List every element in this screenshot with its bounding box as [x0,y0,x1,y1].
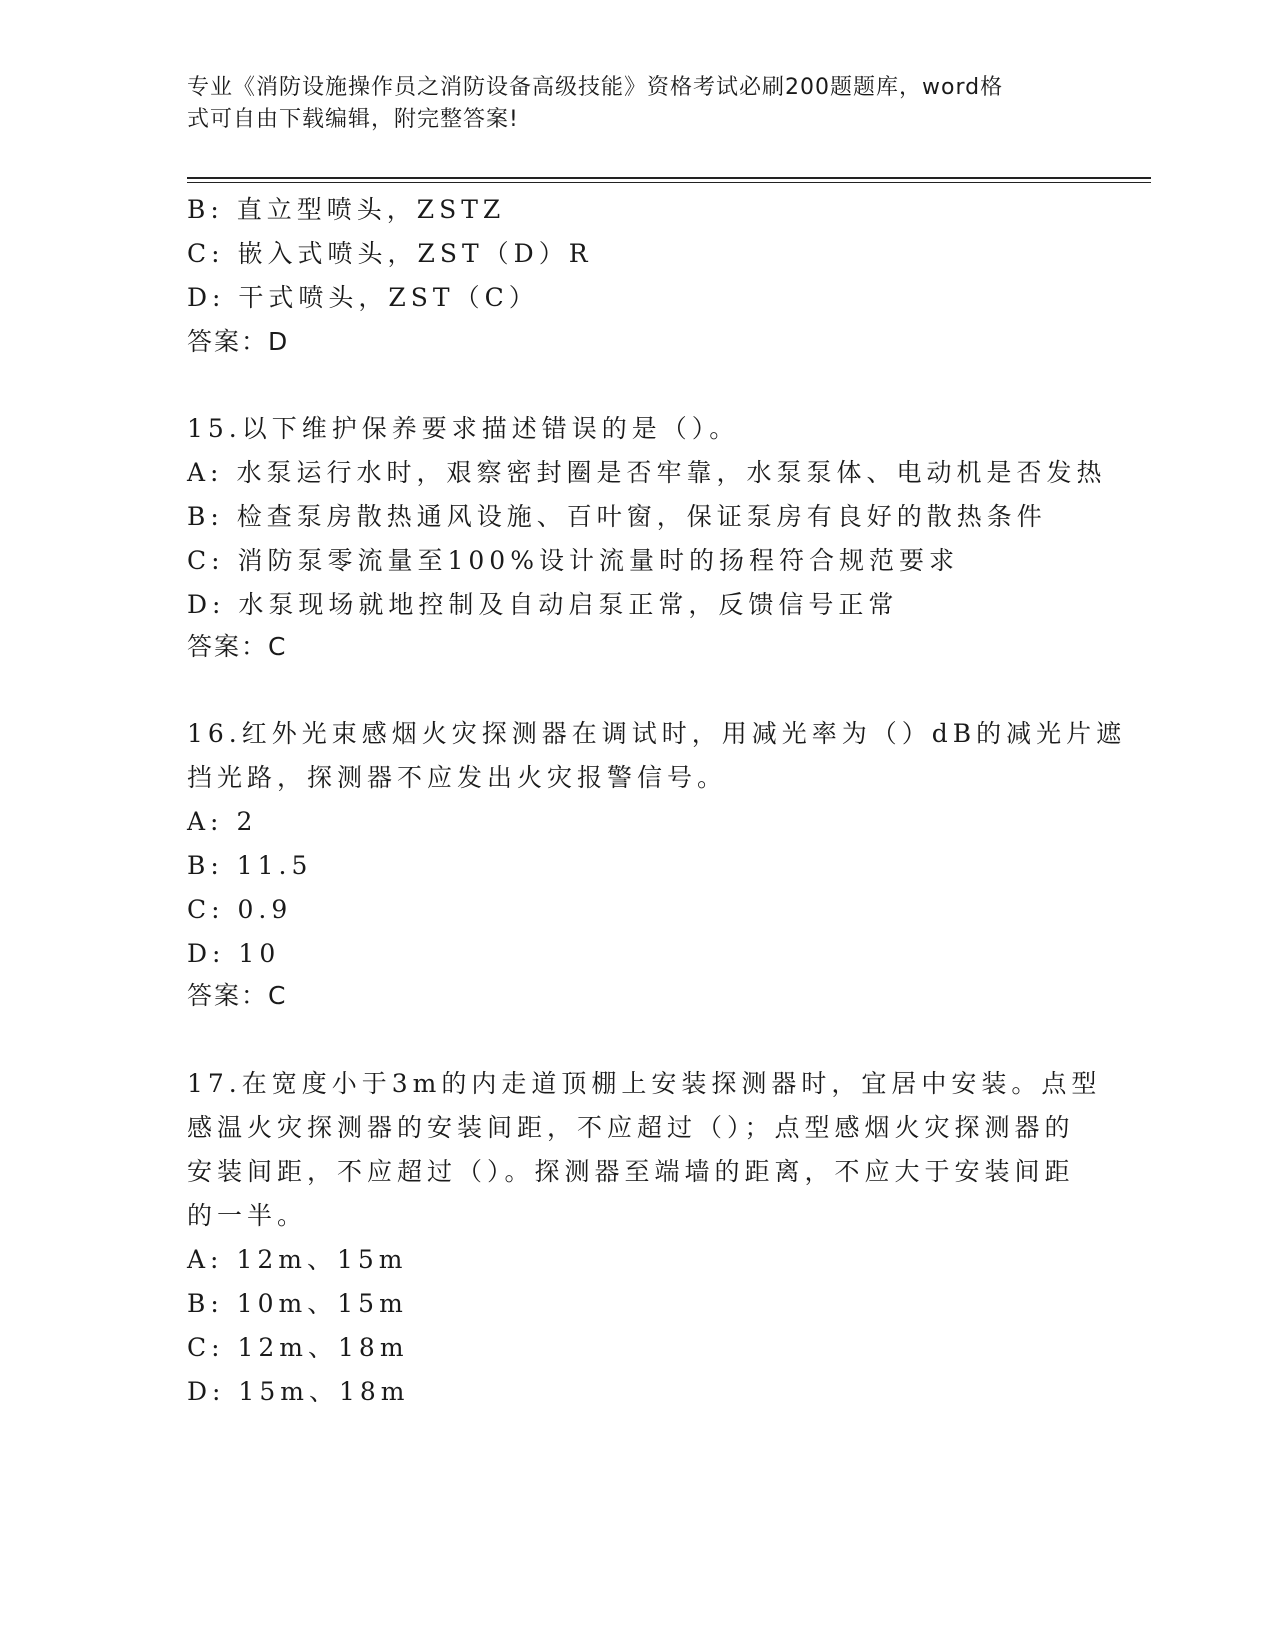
q16-option-c [187,893,292,927]
option-letter: A: [187,807,237,836]
option-letter: D: [187,590,239,619]
q15-option-a [187,456,1106,490]
option-letter: B: [187,1289,237,1318]
option-letter: D: [187,1377,239,1406]
q17-stem-line-1: 17.在宽度小于3m的内走道顶棚上安装探测器时，宜居中安装。点型 [187,1069,1102,1098]
header-divider-thick [187,177,1151,179]
header-line-1: 专业《消防设施操作员之消防设备高级技能》资格考试必刷200题题库，word格 [187,75,1004,100]
q14-option-b [187,193,505,227]
option-letter: C: [187,895,238,924]
option-text: 12m、18m [237,1333,409,1362]
q17-option-a [187,1243,407,1277]
option-letter: A: [187,1245,237,1274]
q14-answer: 答案：D [187,327,290,356]
option-text: 直立型喷头，ZSTZ [236,195,506,224]
option-letter: C: [187,1333,238,1362]
option-letter: B: [187,195,237,224]
q15-answer: 答案：C [187,632,288,661]
q16-option-d [187,937,280,971]
document-header [187,72,1067,136]
q16-option-b [187,849,312,883]
option-letter: D: [187,939,239,968]
q14-option-c [187,237,593,271]
option-text: 消防泵零流量至100%设计流量时的扬程符合规范要求 [237,546,959,575]
q16-answer: 答案：C [187,981,288,1010]
option-text: 2 [236,807,258,836]
option-letter: B: [187,502,237,531]
option-letter: A: [187,458,237,487]
q14-option-d [187,281,539,315]
option-letter: D: [187,283,239,312]
q15-option-d [187,588,898,622]
q17-option-b [187,1287,408,1321]
header-divider-thin [187,182,1151,183]
option-letter: B: [187,851,237,880]
option-text: 检查泵房散热通风设施、百叶窗，保证泵房有良好的散热条件 [236,502,1047,531]
option-text: 0.9 [237,895,293,924]
option-text: 干式喷头，ZST（C） [238,283,539,312]
header-line-2: 式可自由下载编辑，附完整答案! [187,107,519,132]
option-text: 15m、18m [238,1377,410,1406]
q16-stem-line-1: 16.红外光束感烟火灾探测器在调试时，用减光率为（）dB的减光片遮 [187,719,1127,748]
q15-stem-line-1: 15.以下维护保养要求描述错误的是（）。 [187,414,740,443]
option-text: 水泵现场就地控制及自动启泵正常，反馈信号正常 [238,590,899,619]
q17-option-c [187,1331,409,1365]
option-text: 10m、15m [236,1289,408,1318]
q15-option-b [187,500,1047,534]
option-letter: C: [187,239,238,268]
option-text: 嵌入式喷头，ZST（D）R [237,239,593,268]
q16-option-a [187,805,257,839]
q16-stem-line-2: 挡光路，探测器不应发出火灾报警信号。 [187,763,728,792]
option-text: 10 [238,939,281,968]
q15-option-c [187,544,959,578]
q17-option-d [187,1375,409,1409]
q17-stem-line-2: 感温火灾探测器的安装间距，不应超过（）；点型感烟火灾探测器的 [187,1113,1075,1142]
option-text: 水泵运行水时，艰察密封圈是否牢靠，水泵泵体、电动机是否发热 [236,458,1107,487]
option-text: 11.5 [236,851,313,880]
q17-stem-line-4: 的一半。 [187,1201,308,1230]
option-text: 12m、15m [236,1245,408,1274]
option-letter: C: [187,546,238,575]
q17-stem-line-3: 安装间距，不应超过（）。探测器至端墙的距离，不应大于安装间距 [187,1157,1075,1186]
